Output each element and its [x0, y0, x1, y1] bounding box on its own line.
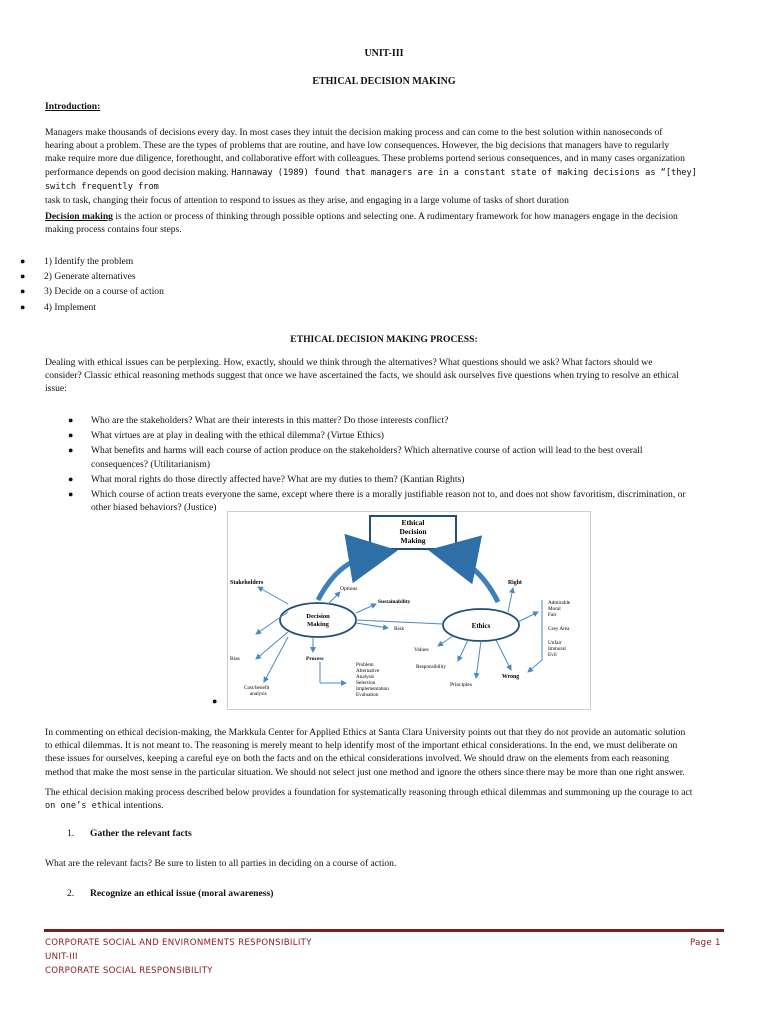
list-item: ● Who are the stakeholders? What are their interests in this matter? Do those interests conflict? — [68, 415, 449, 426]
diagram-ethics-label: Ethics — [471, 622, 491, 630]
decision-definition: Decision making is the action or process of thinking through possible options and selecting one. A rudimentary framework for how managers engage in the decision making process contains four steps. — [45, 211, 678, 236]
diagram-top-label: Ethical — [401, 518, 425, 527]
diagram-moral-scale — [548, 600, 571, 658]
foundation-paragraph: The ethical decision making process described below provides a foundation for systematically reasoning through ethical dilemmas and summoning up the courage to act on one’s ethical intentions. — [45, 787, 693, 812]
svg-text:Implementation: Implementation — [356, 686, 389, 692]
steps-list — [20, 254, 164, 315]
questions-list — [68, 414, 728, 516]
diagram-wrong: Wrong — [502, 674, 520, 680]
numbered-item-2: 2. Recognize an ethical issue (moral awareness) — [67, 888, 274, 899]
footer-page-number: Page 1 — [690, 938, 721, 948]
list-item: ● 1) Identify the problem — [20, 256, 134, 267]
svg-text:Moral: Moral — [548, 606, 561, 612]
diagram-risk: Risk — [394, 626, 405, 632]
diagram-process-steps — [356, 662, 389, 698]
svg-text:Admirable: Admirable — [548, 600, 571, 606]
diagram-process: Process — [306, 656, 324, 662]
list-item: ● What benefits and harms will each course of action produce on the stakeholders? Which alternative course of action will lead to the best overall consequences? (Utilitarianism) — [68, 445, 643, 470]
commentary-paragraph: In commenting on ethical decision-making, the Markkula Center for Applied Ethics at Santa Clara University points out that they do not provide an automatic solution to ethical dilemmas. It is not meant to. The reasoning is merely meant to help identify most of the important ethical considerations. In the end, we must deliberate on these issues for ourselves, keeping a careful eye on both the facts and on the ethical considerations involved. We should draw on the elements from each reasoning method that make the most sense in the particular situation. We should not select just one method and ignore the others since there may be more than one right answer. — [45, 727, 686, 778]
diagram-costbenefit: Cost/benefit — [244, 685, 270, 691]
list-item: ● 2) Generate alternatives — [20, 271, 136, 283]
list-item: ● 4) Implement — [20, 301, 96, 313]
svg-text:Fair: Fair — [548, 612, 557, 618]
unit-title: UNIT-III — [364, 48, 404, 59]
diagram-right: Right — [508, 580, 522, 586]
intro-heading: Introduction: — [45, 101, 101, 112]
list-item: ● What virtues are at play in dealing with the ethical dilemma? (Virtue Ethics) — [68, 430, 384, 442]
process-heading: ETHICAL DECISION MAKING PROCESS: — [290, 334, 478, 345]
svg-text:Analysis: Analysis — [356, 674, 375, 680]
facts-paragraph: What are the relevant facts? Be sure to listen to all parties in deciding on a course of action. — [45, 858, 397, 869]
diagram-decision-label: Decision — [306, 613, 330, 620]
intro-paragraph: Managers make thousands of decisions every day. In most cases they intuit the decision making process and can come to the best solution within nanoseconds of hearing about a problem. These are the types of problems that are routine, and have low consequences. However, the big decisions that managers have to regularly make require more due diligence, forethought, and collaborative effort with colleagues. These problems portend serious consequences, and in many cases organization performance depends on good decision making. Hannaway (1989) found that managers are in a constant state of making decisions as “[they] switch frequently from task to task, changing their focus of attention to respond to issues as they arise, and engaging in a large volume of tasks of short duration — [45, 127, 697, 207]
svg-text:Grey Area: Grey Area — [548, 626, 570, 632]
footer-subject: CORPORATE SOCIAL RESPONSIBILITY — [45, 966, 213, 976]
diagram-sustainability: Sustainability — [378, 599, 411, 605]
svg-text:Unfair: Unfair — [548, 640, 562, 646]
numbered-item-1: 1. Gather the relevant facts — [67, 828, 192, 839]
diagram-stakeholders: Stakeholders — [230, 580, 264, 586]
list-item: ● What moral rights do those directly affected have? What are my duties to them? (Kantian Rights) — [68, 473, 465, 485]
svg-text:Making: Making — [307, 621, 329, 628]
stray-bullet: ● — [212, 696, 218, 706]
svg-text:Evaluation: Evaluation — [356, 692, 379, 698]
diagram-values: Values — [414, 647, 429, 653]
decision-making-term: Decision making — [45, 211, 113, 222]
svg-text:Selection: Selection — [356, 680, 376, 686]
process-paragraph: Dealing with ethical issues can be perplexing. How, exactly, should we think through the alternatives? What questions should we ask? What factors should we consider? Classic ethical reasoning methods suggest that once we have ascertained the facts, we should ask ourselves five questions when trying to resolve an ethical issue: — [45, 357, 679, 395]
footer-course: CORPORATE SOCIAL AND ENVIRONMENTS RESPONSIBILITY — [45, 938, 312, 948]
page-title: ETHICAL DECISION MAKING — [312, 76, 456, 87]
svg-text:Problem: Problem — [356, 662, 374, 668]
svg-text:Making: Making — [400, 536, 426, 545]
svg-text:Alternative: Alternative — [356, 668, 380, 674]
list-item: ● Which course of action treats everyone the same, except where there is a morally justifiable reason not to, and does not show favoritism, discrimination, or other biased behaviors? (Justice) — [68, 489, 686, 514]
diagram-bias: Bias — [230, 656, 240, 662]
ethical-decision-diagram — [227, 511, 591, 710]
svg-text:Immoral: Immoral — [548, 646, 566, 652]
handwritten-quote: Hannaway (1989) found that managers are in a constant state of making decisions as “[they] switch frequently from — [45, 167, 697, 192]
diagram-responsibility: Responsibility — [416, 664, 446, 670]
svg-text:Evil: Evil — [548, 652, 557, 658]
diagram-options: Options — [340, 586, 358, 592]
svg-text:Decision: Decision — [399, 527, 427, 536]
list-item: ● 3) Decide on a course of action — [20, 286, 164, 298]
footer-rule — [44, 929, 724, 932]
diagram-principles: Principles — [450, 682, 472, 688]
svg-text:analysis: analysis — [250, 691, 267, 697]
footer-unit: UNIT-III — [45, 952, 78, 962]
